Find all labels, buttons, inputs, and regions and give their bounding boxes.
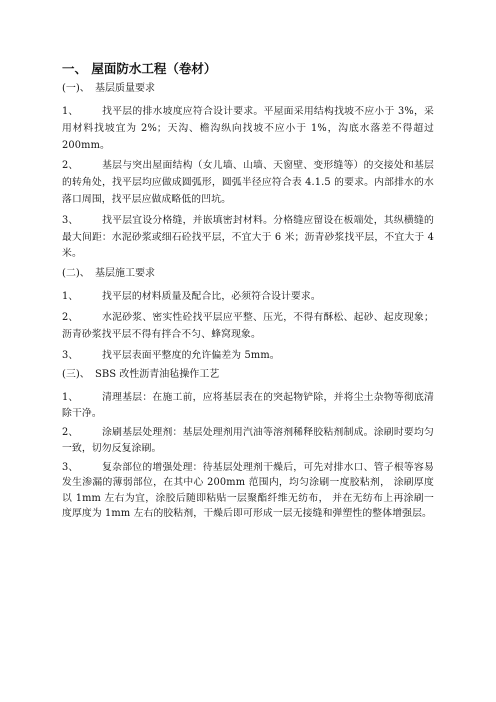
- document-page: [62, 60, 434, 526]
- section-heading-text: SBS 改性沥青油毡操作工艺: [95, 369, 220, 381]
- section-heading-text: 基层施工要求: [95, 268, 155, 280]
- item-number: 1、: [62, 291, 79, 303]
- item-text: 找平层表面平整度的允许偏差为 5mm。: [102, 349, 280, 361]
- item-text: 基层与突出屋面结构（女儿墙、山墙、天窗壁、变形缝等）的交接处和基层的转角处，找平层均应做成圆弧形，圆弧半径应符合表 4.1.5 的要求。内部排水的水落口周围，找平层应做成略低的凹坑。: [62, 160, 434, 205]
- paragraph: [62, 213, 434, 263]
- item-text: 找平层的材料质量及配合比，必须符合设计要求。: [102, 291, 321, 303]
- section-heading: [62, 267, 434, 281]
- paragraph: [62, 104, 434, 154]
- section-heading: [62, 82, 434, 96]
- item-text: 复杂部位的增强处理：待基层处理剂干燥后，可先对排水口、管子根等容易发生渗漏的薄弱部位，在其中心 200mm 范围内，均匀涂刷一度胶粘剂， 涂刷厚度以 1mm 左右为宜，涂胶后随即粘贴一层聚酯纤维无纺布， 并在无纺布上再涂刷一度厚度为 1mm 左右的胶粘剂，干燥后即可形成一层无接缝和弹塑性的整体增强层。: [62, 461, 434, 520]
- section-number: (一)、: [62, 83, 90, 94]
- section-heading-text: 基层质量要求: [95, 83, 155, 94]
- item-number: 1、: [62, 106, 79, 117]
- paragraph: [62, 158, 434, 208]
- paragraph: [62, 289, 434, 306]
- section-heading: [62, 368, 434, 382]
- item-text: 清理基层：在施工前，应将基层表在的突起物铲除，并将尘土杂物等彻底清除干净。: [62, 392, 434, 419]
- item-number: 3、: [62, 214, 79, 226]
- item-number: 2、: [62, 311, 79, 323]
- item-number: 2、: [62, 427, 79, 439]
- section-number: (三)、: [62, 369, 90, 381]
- item-number: 3、: [62, 461, 79, 473]
- item-text: 涂刷基层处理剂：基层处理剂用汽油等溶剂稀释胶粘剂制成。涂刷时要均匀一致，切勿反复涂刷。: [62, 427, 434, 454]
- paragraph: [62, 460, 434, 522]
- section-number: (二)、: [62, 268, 90, 280]
- item-text: 找平层宜设分格缝，并嵌填密封材料。分格缝应留设在板端处，其纵横缝的最大间距：水泥砂浆或细石砼找平层，不宜大于 6 米；沥青砂浆找平层，不宜大于 4 米。: [62, 214, 434, 260]
- item-text: 找平层的排水坡度应符合设计要求。平屋面采用结构找坡不应小于 3%，采用材料找坡宜为 2%；天沟、檐沟纵向找坡不应小于 1%，沟底水落差不得超过 200mm。: [62, 106, 434, 151]
- document-title: 一、 屋面防水工程（卷材）: [62, 61, 217, 76]
- paragraph: [62, 425, 434, 456]
- item-number: 3、: [62, 349, 79, 361]
- item-number: 1、: [62, 392, 79, 404]
- paragraph: [62, 348, 434, 365]
- item-text: 水泥砂浆、密实性砼找平层应平整、压光，不得有酥松、起砂、起皮现象；沥青砂浆找平层不得有拌合不匀、蜂窝现象。: [62, 311, 434, 340]
- paragraph: [62, 390, 434, 421]
- item-number: 2、: [62, 160, 79, 172]
- paragraph: [62, 310, 434, 344]
